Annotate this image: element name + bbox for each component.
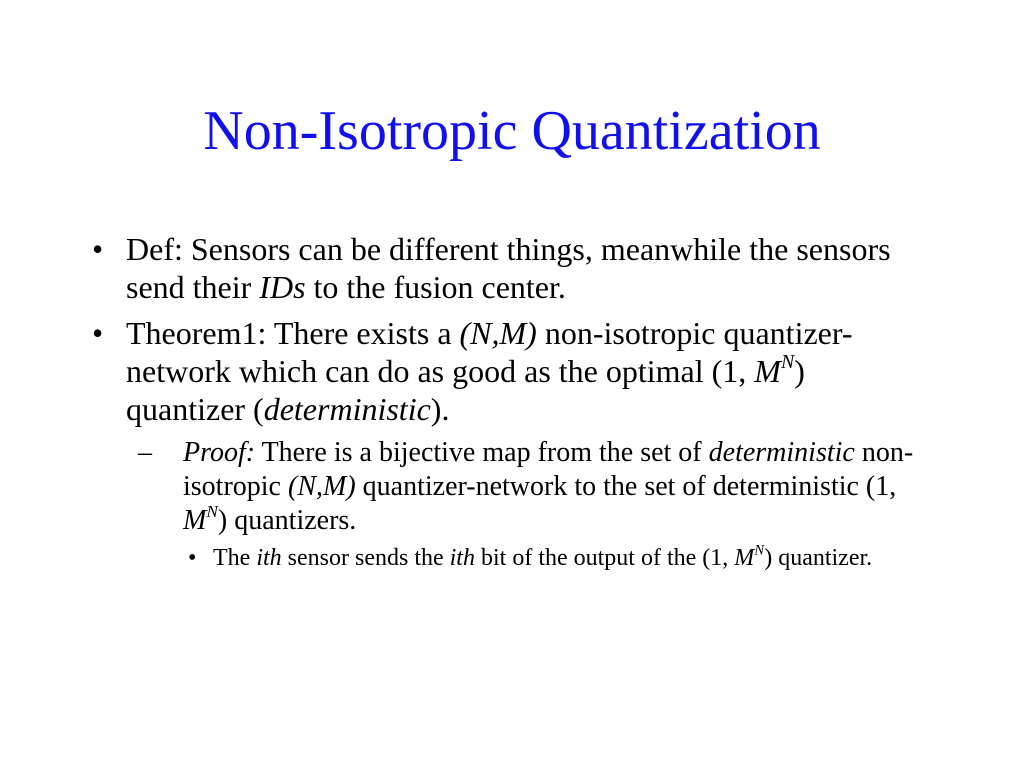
- sensor-text-3: bit of the output of the (1,: [474, 545, 735, 571]
- theorem-text-4: ).: [430, 391, 450, 427]
- ith-term: ith: [449, 545, 475, 571]
- theorem-text-2: non-isotropic quantizer-network which can do as good as the optimal (1,: [126, 315, 853, 389]
- def-text-1: Def: Sensors can be different things, meanwhile the sensors send their: [126, 231, 891, 305]
- bullet-list: [92, 230, 922, 580]
- ith-term: ith: [256, 545, 282, 571]
- nm-term: (N,M): [288, 471, 356, 502]
- proof-text-4: ) quantizers.: [217, 505, 357, 536]
- n-superscript: N: [754, 542, 765, 559]
- sub-sub-bullet-sensor: [188, 544, 922, 572]
- slide-title: Non-Isotropic Quantization: [203, 100, 821, 162]
- proof-text-1: There is a bijective map from the set of: [255, 437, 709, 468]
- deterministic-term: deterministic: [708, 437, 855, 468]
- dash-icon: –: [138, 437, 152, 468]
- sensor-text-1: The: [213, 545, 257, 571]
- ids-term: IDs: [259, 269, 306, 305]
- sub-sub-bullet-list: [183, 544, 922, 572]
- bullet-def: [92, 230, 922, 306]
- proof-label: Proof:: [183, 437, 256, 468]
- def-text-2: to the fusion center.: [305, 269, 566, 305]
- bullet-icon: •: [188, 545, 197, 571]
- sub-bullet-list: [126, 436, 922, 572]
- m-term: M: [734, 545, 755, 571]
- m-term: M: [183, 505, 207, 536]
- proof-text-3: quantizer-network to the set of deterministic (1,: [355, 471, 897, 502]
- n-superscript: N: [206, 501, 218, 521]
- nm-term: (N,M): [459, 315, 537, 351]
- bullet-icon: •: [92, 231, 104, 267]
- sub-bullet-proof: [138, 436, 922, 572]
- bullet-icon: •: [92, 315, 104, 351]
- theorem-text-3: ) quantizer (: [126, 353, 805, 427]
- sensor-text-4: ) quantizer.: [764, 545, 873, 571]
- sensor-text-2: sensor sends the: [281, 545, 450, 571]
- n-superscript: N: [780, 351, 795, 374]
- m-term: M: [754, 353, 781, 389]
- bullet-theorem: [92, 314, 922, 572]
- deterministic-term: deterministic: [263, 391, 431, 427]
- proof-text-2: non-isotropic: [183, 437, 914, 502]
- theorem-text-1: Theorem1: There exists a: [126, 315, 460, 351]
